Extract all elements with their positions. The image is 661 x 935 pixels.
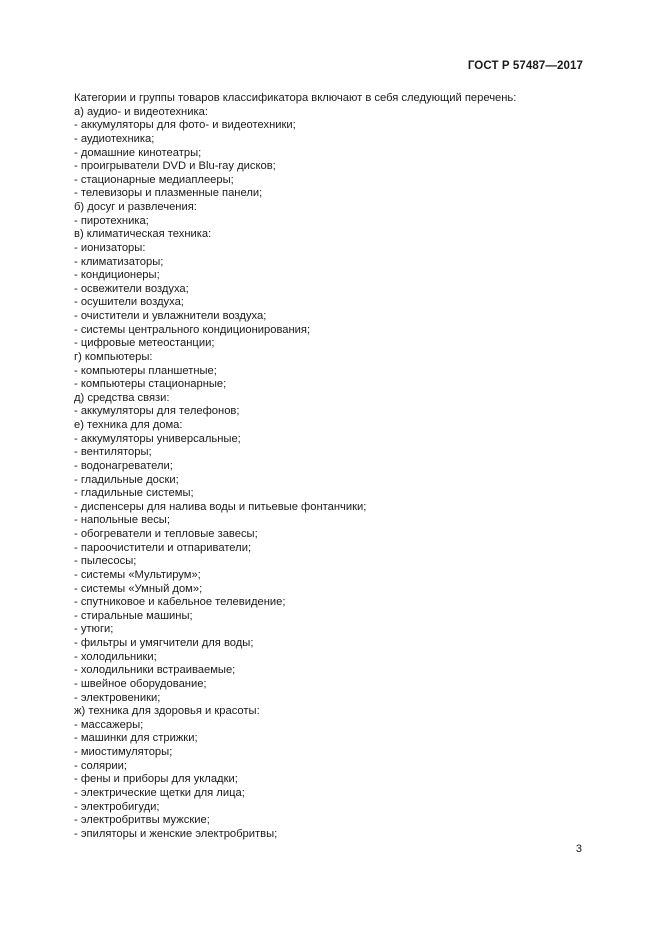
list-item: - очистители и увлажнители воздуха; <box>74 310 267 322</box>
list-item: б) досуг и развлечения: <box>74 201 197 213</box>
list-item: - гладильные системы; <box>74 487 194 500</box>
list-item: - аудиотехника; <box>74 132 155 145</box>
list-item: - солярии; <box>74 759 127 772</box>
list-item: - электробигуди; <box>74 800 160 813</box>
list-item: - утюги; <box>74 623 114 636</box>
list-item: а) аудио- и видеотехника: <box>74 105 208 118</box>
list-item: - холодильники встраиваемые; <box>74 664 236 677</box>
document-code-header: ГОСТ Р 57487—2017 <box>467 60 583 72</box>
list-item: - проигрыватели DVD и Blu-ray дисков; <box>74 160 276 173</box>
list-item: в) климатическая техника: <box>74 228 212 241</box>
list-item: - холодильники; <box>74 650 157 663</box>
list-item: - напольные весы; <box>74 514 170 527</box>
list-item: - фены и приборы для укладки; <box>74 773 238 786</box>
list-item: - системы центрального кондиционирования; <box>74 323 311 336</box>
list-item: - аккумуляторы универсальные; <box>74 432 241 445</box>
list-item: - телевизоры и плазменные панели; <box>74 187 263 200</box>
list-item: - стиральные машины; <box>74 609 193 622</box>
list-item: - ионизаторы: <box>74 241 146 254</box>
list-item: - осушители воздуха; <box>74 296 184 309</box>
list-item: - спутниковое и кабельное телевидение; <box>74 596 286 609</box>
list-item: - пароочистители и отпариватели; <box>74 541 252 554</box>
list-item: - аккумуляторы для телефонов; <box>74 405 240 418</box>
list-item: - вентиляторы; <box>74 446 152 459</box>
list-item: - компьютеры планшетные; <box>74 364 217 377</box>
list-item: - электровеники; <box>74 691 161 704</box>
list-item: д) средства связи: <box>74 391 170 404</box>
list-item: - эпиляторы и женские электробритвы; <box>74 827 278 840</box>
list-item: - стационарные медиаплееры; <box>74 173 234 186</box>
list-item: - компьютеры стационарные; <box>74 378 227 391</box>
category-list <box>74 92 594 841</box>
list-item: - машинки для стрижки; <box>74 732 198 745</box>
list-item: е) техника для дома: <box>74 419 183 431</box>
list-item: - электробритвы мужские; <box>74 814 210 827</box>
list-item: г) компьютеры: <box>74 350 153 363</box>
list-item: - системы «Мультирум»; <box>74 568 201 581</box>
list-item: - электрические щетки для лица; <box>74 786 245 799</box>
list-item: - диспенсеры для налива воды и питьевые фонтанчики; <box>74 500 367 513</box>
list-item: - домашние кинотеатры; <box>74 146 202 159</box>
page-number: 3 <box>575 843 582 855</box>
intro-paragraph: Категории и группы товаров классификатора включают в себя следующий перечень: <box>74 92 517 104</box>
list-item: - пылесосы; <box>74 555 137 568</box>
list-item: - водонагреватели; <box>74 459 173 472</box>
list-item: ж) техника для здоровья и красоты: <box>74 705 260 718</box>
list-item: - аккумуляторы для фото- и видеотехники; <box>74 119 296 132</box>
list-item: - системы «Умный дом»; <box>74 582 203 595</box>
list-item: - массажеры; <box>74 718 144 731</box>
list-item: - швейное оборудование; <box>74 677 207 690</box>
list-item: - миостимуляторы; <box>74 746 173 758</box>
list-item: - пиротехника; <box>74 214 149 227</box>
list-item: - климатизаторы; <box>74 255 164 268</box>
list-item: - освежители воздуха; <box>74 282 189 295</box>
list-item: - цифровые метеостанции; <box>74 337 215 350</box>
list-item: - кондиционеры; <box>74 269 160 282</box>
list-item: - гладильные доски; <box>74 473 179 486</box>
list-item: - фильтры и умягчители для воды; <box>74 637 254 649</box>
list-item: - обогреватели и тепловые завесы; <box>74 528 258 540</box>
